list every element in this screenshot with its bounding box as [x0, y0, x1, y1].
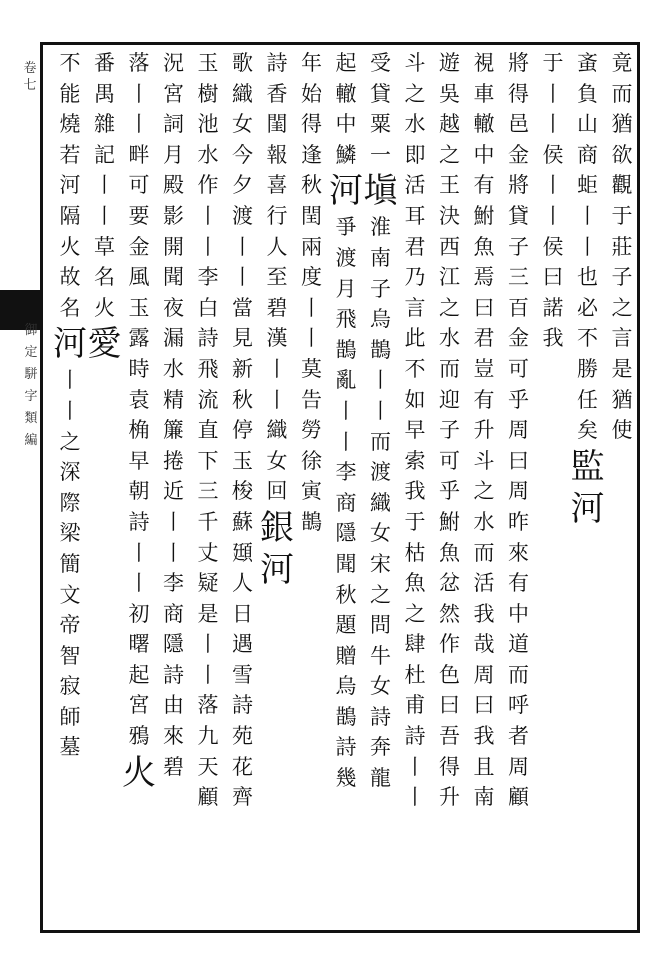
text-run: 視 車 轍 中 有 鮒 魚 焉 曰 君 豈 有 升 斗 之 水 而 活 我 哉 周 曰 我 且 南 [473, 51, 495, 810]
headword: 塡 [363, 171, 398, 212]
bottom-border [40, 930, 640, 933]
text-run: 況 宮 詞 月 殿 影 開 聞 夜 漏 水 精 簾 捲 近 丨 丨 李 商 隱 詩 由 來 碧 [163, 51, 184, 779]
text-run: 歌 織 女 今 夕 渡 丨 丨 當 見 新 秋 停 玉 梭 蘇 頲 人 日 遇 雪 詩 苑 花 齊 [232, 51, 253, 810]
headword: 愛 [87, 324, 122, 365]
text-run: 玉 樹 池 水 作 丨 丨 李 白 詩 飛 流 直 下 三 千 丈 疑 是 丨 丨 落 九 天 顧 [197, 51, 219, 810]
text-column [397, 48, 433, 928]
text-column [87, 48, 123, 928]
text-run: 于 丨 丨 侯 丨 丨 侯 曰 諾 我 [542, 51, 564, 351]
text-run: 淮 南 子 烏 鵲 丨 丨 而 渡 織 女 宋 之 問 牛 女 詩 奔 龍 [370, 215, 391, 791]
text-column [466, 48, 502, 928]
text-column [432, 48, 468, 928]
headword: 河 [329, 171, 363, 212]
headword: 監 河 [570, 446, 605, 529]
headword: 火 [122, 752, 156, 793]
left-border [40, 42, 43, 933]
text-column [501, 48, 537, 928]
text-run: 將 得 邑 金 將 貸 子 三 百 金 可 乎 周 曰 周 昨 來 有 中 道 而 呼 者 周 顧 [508, 51, 529, 810]
text-run: 落 丨 丨 畔 可 要 金 風 玉 露 時 袁 桷 早 朝 詩 丨 丨 初 曙 起 宮 鴉 [128, 51, 150, 749]
text-run: 斗 之 水 即 活 耳 君 乃 言 此 不 如 早 索 我 于 枯 魚 之 肆 杜 甫 詩 丨 丨 [404, 51, 426, 810]
text-column [328, 48, 364, 928]
text-run: 年 始 得 逢 秋 閏 兩 度 丨 丨 莫 告 勞 徐 寅 鵲 [301, 51, 322, 534]
text-column [190, 48, 226, 928]
text-column [225, 48, 261, 928]
text-column [52, 48, 88, 928]
text-run: 番 禺 雜 記 丨 丨 草 名 火 [94, 51, 115, 320]
text-run: 不 能 燒 若 河 隔 火 故 名 [59, 51, 81, 320]
text-run: 爭 渡 月 飛 鵲 亂 丨 丨 李 商 隱 聞 秋 題 贈 烏 鵲 詩 幾 [335, 215, 357, 791]
text-column [570, 48, 606, 928]
text-run: 丨 丨 之 深 際 梁 簡 文 帝 智 寂 師 墓 [59, 368, 81, 760]
margin-top-label: 卷 七 [23, 61, 37, 93]
text-column [535, 48, 571, 928]
text-run: 受 貸 粟 一 [370, 51, 391, 167]
text-column [121, 48, 157, 928]
top-border [40, 42, 640, 45]
text-run: 詩 香 閨 報 喜 行 人 至 碧 漢 丨 丨 織 女 回 [266, 51, 288, 504]
text-column [259, 48, 295, 928]
text-column [604, 48, 640, 928]
text-column [363, 48, 399, 928]
text-run: 蚉 負 山 商 蚷 丨 丨 也 必 不 勝 任 矣 [577, 51, 598, 443]
text-run: 起 轍 中 鱗 [335, 51, 357, 167]
text-run: 遊 吳 越 之 王 決 西 江 之 水 而 迎 子 可 乎 鮒 魚 忿 然 作 色 曰 吾 得 升 [439, 51, 460, 810]
margin-title: 御 定 駢 字 類 編 [24, 323, 38, 448]
text-column [294, 48, 330, 928]
text-column [156, 48, 192, 928]
text-run: 竟 而 猶 欲 觀 于 莊 子 之 言 是 猶 使 [611, 51, 633, 443]
headword: 銀 河 [260, 507, 294, 590]
headword: 河 [53, 324, 87, 365]
